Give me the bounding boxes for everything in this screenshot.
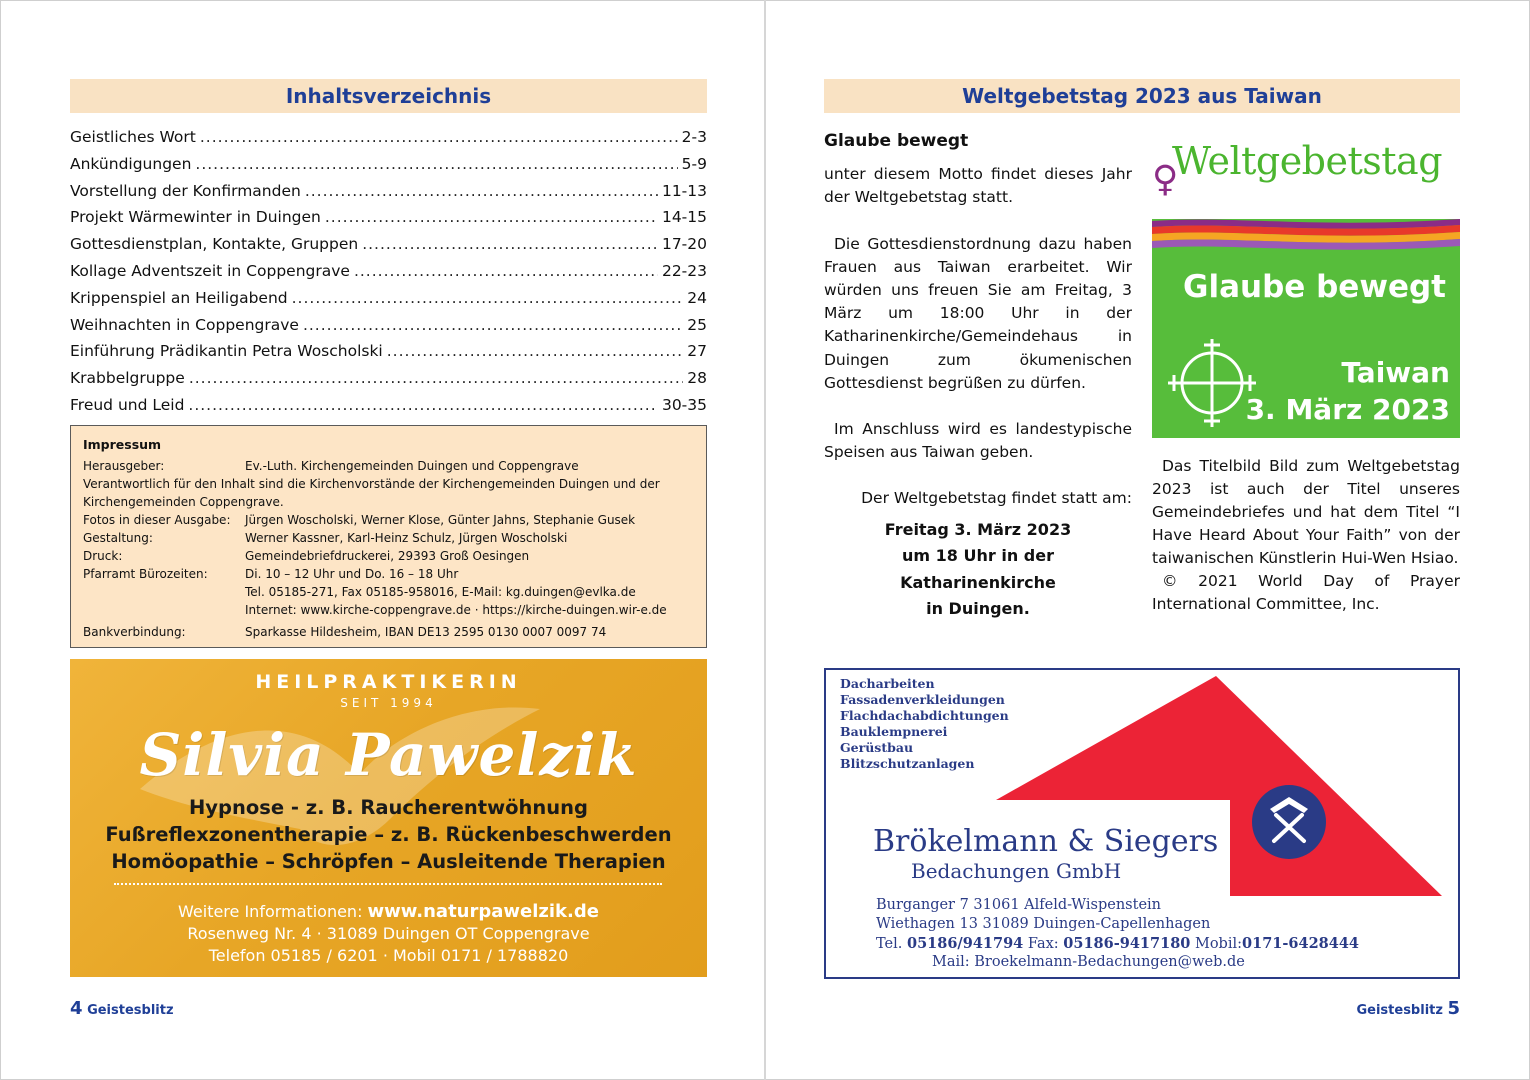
right-folio bbox=[1356, 998, 1460, 1019]
roof-email: Mail: Broekelmann-Bedachungen@web.de bbox=[932, 954, 1245, 970]
mobil-label: Mobil: bbox=[1190, 936, 1243, 952]
toc-leader-dots bbox=[303, 316, 683, 334]
toc-entry[interactable] bbox=[70, 262, 707, 289]
roof-phones bbox=[876, 934, 1359, 954]
roof-service-item: Dacharbeiten bbox=[840, 676, 935, 691]
druck-label: Druck: bbox=[83, 549, 123, 563]
venus-symbol-icon: ♀ bbox=[1152, 159, 1179, 200]
right-folio-name: Geistesblitz bbox=[1356, 1003, 1443, 1018]
roof-service-item: Flachdachabdichtungen bbox=[840, 708, 1009, 723]
toc-entry[interactable] bbox=[70, 182, 707, 209]
ad-address: Rosenweg Nr. 4 · 31089 Duingen OT Coppengrave bbox=[187, 924, 590, 943]
roof-address-2: Wiethagen 13 31089 Duingen-Capellenhagen bbox=[876, 916, 1211, 932]
toc-leader-dots bbox=[292, 289, 684, 307]
fotos-value: Jürgen Woscholski, Werner Klose, Günter Jahns, Stephanie Gusek bbox=[245, 513, 636, 527]
wgt-heading: Weltgebetstag 2023 aus Taiwan bbox=[824, 79, 1460, 113]
toc-entry-page: 22-23 bbox=[661, 261, 707, 280]
ad-service-1: Hypnose - z. B. Raucherentwöhnung bbox=[188, 796, 589, 819]
wgt-paragraph-4: Der Weltgebetstag findet statt am: bbox=[861, 489, 1132, 508]
poster-word: Weltgebetstag bbox=[1172, 139, 1443, 183]
toc-entry[interactable] bbox=[70, 342, 707, 369]
copyright-text: © 2021 World Day of Prayer International Committee, Inc. bbox=[1152, 572, 1460, 613]
toc-entry-title: Kollage Adventszeit in Coppengrave bbox=[70, 261, 350, 280]
fotos-label: Fotos in dieser Ausgabe: bbox=[83, 513, 231, 527]
poster-slogan: Glaube bewegt bbox=[1183, 269, 1446, 305]
toc-leader-dots bbox=[305, 182, 658, 200]
toc-leader-dots bbox=[387, 342, 684, 360]
toc-entry-page: 24 bbox=[687, 288, 707, 307]
ad-info-prefix: Weitere Informationen: bbox=[178, 902, 368, 921]
toc-entry-page: 30-35 bbox=[661, 395, 707, 414]
left-folio bbox=[70, 998, 174, 1019]
impressum-box bbox=[70, 425, 707, 648]
roof-address-1: Burganger 7 31061 Alfeld-Wispenstein bbox=[876, 897, 1162, 913]
herausgeber-label: Herausgeber: bbox=[83, 459, 165, 473]
left-page-number: 4 bbox=[70, 998, 83, 1019]
roof-services-list bbox=[840, 676, 1009, 772]
gestaltung-label: Gestaltung: bbox=[83, 531, 153, 545]
toc-entry-title: Geistliches Wort bbox=[70, 128, 196, 146]
poster-country: Taiwan bbox=[1341, 356, 1450, 389]
toc-entry-title: Freud und Leid bbox=[70, 395, 185, 414]
roofing-ad bbox=[824, 668, 1460, 979]
roofer-guild-badge-icon bbox=[1250, 783, 1328, 861]
heilpraktikerin-ad bbox=[70, 659, 707, 977]
poster-wave-stripes-icon bbox=[1152, 215, 1460, 255]
roof-service-item: Blitzschutzanlagen bbox=[840, 756, 975, 771]
toc-leader-dots bbox=[200, 128, 678, 146]
toc-leader-dots bbox=[188, 396, 658, 414]
ad-contact bbox=[70, 901, 707, 967]
ad-phone: Telefon 05185 / 6201 · Mobil 0171 / 1788820 bbox=[208, 946, 569, 965]
druck-value: Gemeindebriefdruckerei, 29393 Groß Oesingen bbox=[245, 549, 530, 563]
bank-label: Bankverbindung: bbox=[83, 625, 186, 639]
toc-entry-title: Ankündigungen bbox=[70, 154, 192, 173]
roof-address bbox=[876, 896, 1359, 954]
toc-entry[interactable] bbox=[70, 289, 707, 316]
toc-entry-title: Weihnachten in Coppengrave bbox=[70, 315, 299, 334]
left-folio-name: Geistesblitz bbox=[87, 1003, 174, 1018]
event-line-1: Freitag 3. März 2023 bbox=[884, 519, 1072, 539]
toc-entry-page: 5-9 bbox=[681, 154, 707, 173]
event-line-4: in Duingen. bbox=[926, 599, 1030, 619]
toc-entry-page: 11-13 bbox=[661, 181, 707, 200]
verantwortlich-text: Verantwortlich für den Inhalt sind die Kirchenvorstände der Kirchengemeinden Duingen und der Kirchengemeinden Coppengrave. bbox=[83, 477, 660, 509]
wgt-paragraph-3: Im Anschluss wird es landestypische Speisen aus Taiwan geben. bbox=[824, 420, 1132, 462]
ad-dotted-divider bbox=[114, 883, 662, 885]
roof-service-item: Gerüstbau bbox=[840, 740, 914, 755]
toc-leader-dots bbox=[354, 262, 658, 280]
toc-leader-dots bbox=[189, 369, 683, 387]
roof-company-sub: Bedachungen GmbH bbox=[911, 859, 1122, 883]
fax-number: 05186-9417180 bbox=[1063, 935, 1191, 952]
fax-label: Fax: bbox=[1023, 936, 1064, 952]
toc-leader-dots bbox=[362, 235, 658, 253]
wgt-subheading: Glaube bewegt bbox=[824, 131, 969, 151]
wgt-paragraph-1: unter diesem Motto findet dieses Jahr der Weltgebetstag statt. bbox=[824, 165, 1132, 207]
roof-company-name: Brökelmann & Siegers bbox=[873, 824, 1219, 859]
caption-text: Das Titelbild Bild zum Weltgebetstag 2023 ist auch der Titel unseres Gemeindebriefes und hat dem Titel “I Have Heard About Your Faith” von der taiwanischen Künstlerin Hui-Wen Hsiao. bbox=[1152, 457, 1460, 567]
toc-entry-title: Vorstellung der Konfirmanden bbox=[70, 181, 301, 200]
toc-entry-page: 27 bbox=[687, 342, 707, 361]
bank-value: Sparkasse Hildesheim, IBAN DE13 2595 0130 0007 0097 74 bbox=[245, 625, 607, 639]
toc-entry[interactable] bbox=[70, 235, 707, 262]
pfarramt-tel: Tel. 05185-271, Fax 05185-958016, E-Mail: kg.duingen@evlka.de bbox=[245, 585, 636, 599]
toc-entry-title: Projekt Wärmewinter in Duingen bbox=[70, 208, 321, 227]
event-line-3: Katharinenkirche bbox=[900, 572, 1056, 592]
impressum-title: Impressum bbox=[83, 437, 162, 452]
toc-entry[interactable] bbox=[70, 155, 707, 182]
toc-entry-title: Gottesdienstplan, Kontakte, Gruppen bbox=[70, 235, 359, 254]
toc-entry-page: 14-15 bbox=[661, 208, 707, 227]
tel-label: Tel. bbox=[876, 936, 907, 952]
ad-title: HEILPRAKTIKERIN bbox=[255, 671, 522, 693]
toc-entry[interactable] bbox=[70, 128, 707, 155]
herausgeber-value: Ev.-Luth. Kirchengemeinden Duingen und Coppengrave bbox=[245, 459, 579, 473]
poster-date: 3. März 2023 bbox=[1245, 393, 1450, 426]
toc-entry-title: Krippenspiel an Heiligabend bbox=[70, 288, 288, 307]
toc-entry-page: 28 bbox=[687, 369, 707, 388]
right-page-number: 5 bbox=[1447, 998, 1460, 1019]
toc-entry-page: 25 bbox=[687, 315, 707, 334]
ad-service-3: Homöopathie – Schröpfen – Ausleitende Therapien bbox=[111, 850, 666, 873]
roof-service-item: Bauklempnerei bbox=[840, 724, 948, 739]
table-of-contents bbox=[70, 128, 707, 423]
ad-service-2: Fußreflexzonentherapie – z. B. Rückenbeschwerden bbox=[105, 823, 672, 846]
mobil-number: 0171-6428444 bbox=[1242, 935, 1360, 952]
toc-entry[interactable] bbox=[70, 316, 707, 343]
toc-entry[interactable] bbox=[70, 208, 707, 235]
toc-leader-dots bbox=[325, 208, 658, 226]
toc-entry-title: Einführung Prädikantin Petra Woscholski bbox=[70, 342, 383, 361]
gestaltung-value: Werner Kassner, Karl-Heinz Schulz, Jürgen Woscholski bbox=[245, 531, 568, 545]
wgt-article bbox=[824, 130, 1132, 623]
ad-since: SEIT 1994 bbox=[340, 696, 437, 710]
ad-url-link[interactable]: www.naturpawelzik.de bbox=[367, 901, 599, 922]
tel-number: 05186/941794 bbox=[906, 935, 1024, 952]
toc-entry[interactable] bbox=[70, 396, 707, 423]
wgt-poster bbox=[1152, 131, 1460, 438]
toc-entry[interactable] bbox=[70, 369, 707, 396]
toc-entry-title: Krabbelgruppe bbox=[70, 369, 185, 388]
wgt-paragraph-2: Die Gottesdienstordnung dazu haben Frauen aus Taiwan erarbeitet. Wir würden uns freuen Sie am Freitag, 3 März um 18:00 Uhr in der Katharinenkirche/Gemeindehaus in Duingen zum ökumenischen Gottesdienst begrüßen zu dürfen. bbox=[824, 234, 1132, 392]
ad-name: Silvia Pawelzik bbox=[139, 721, 638, 789]
poster-caption bbox=[1152, 455, 1460, 616]
toc-entry-page: 17-20 bbox=[661, 235, 707, 254]
pfarramt-internet: Internet: www.kirche-coppengrave.de · https://kirche-duingen.wir-e.de bbox=[245, 603, 667, 617]
page-spine bbox=[764, 0, 766, 1080]
pfarramt-label: Pfarramt Bürozeiten: bbox=[83, 567, 208, 581]
pfarramt-value: Di. 10 – 12 Uhr und Do. 16 – 18 Uhr bbox=[245, 567, 459, 581]
wgt-event-details bbox=[824, 517, 1132, 623]
toc-entry-page: 2-3 bbox=[681, 128, 707, 146]
toc-leader-dots bbox=[195, 155, 677, 173]
event-line-2: um 18 Uhr in der bbox=[902, 546, 1054, 566]
roof-service-item: Fassadenverkleidungen bbox=[840, 692, 1005, 707]
ad-services bbox=[70, 794, 707, 875]
toc-heading: Inhaltsverzeichnis bbox=[70, 79, 707, 113]
